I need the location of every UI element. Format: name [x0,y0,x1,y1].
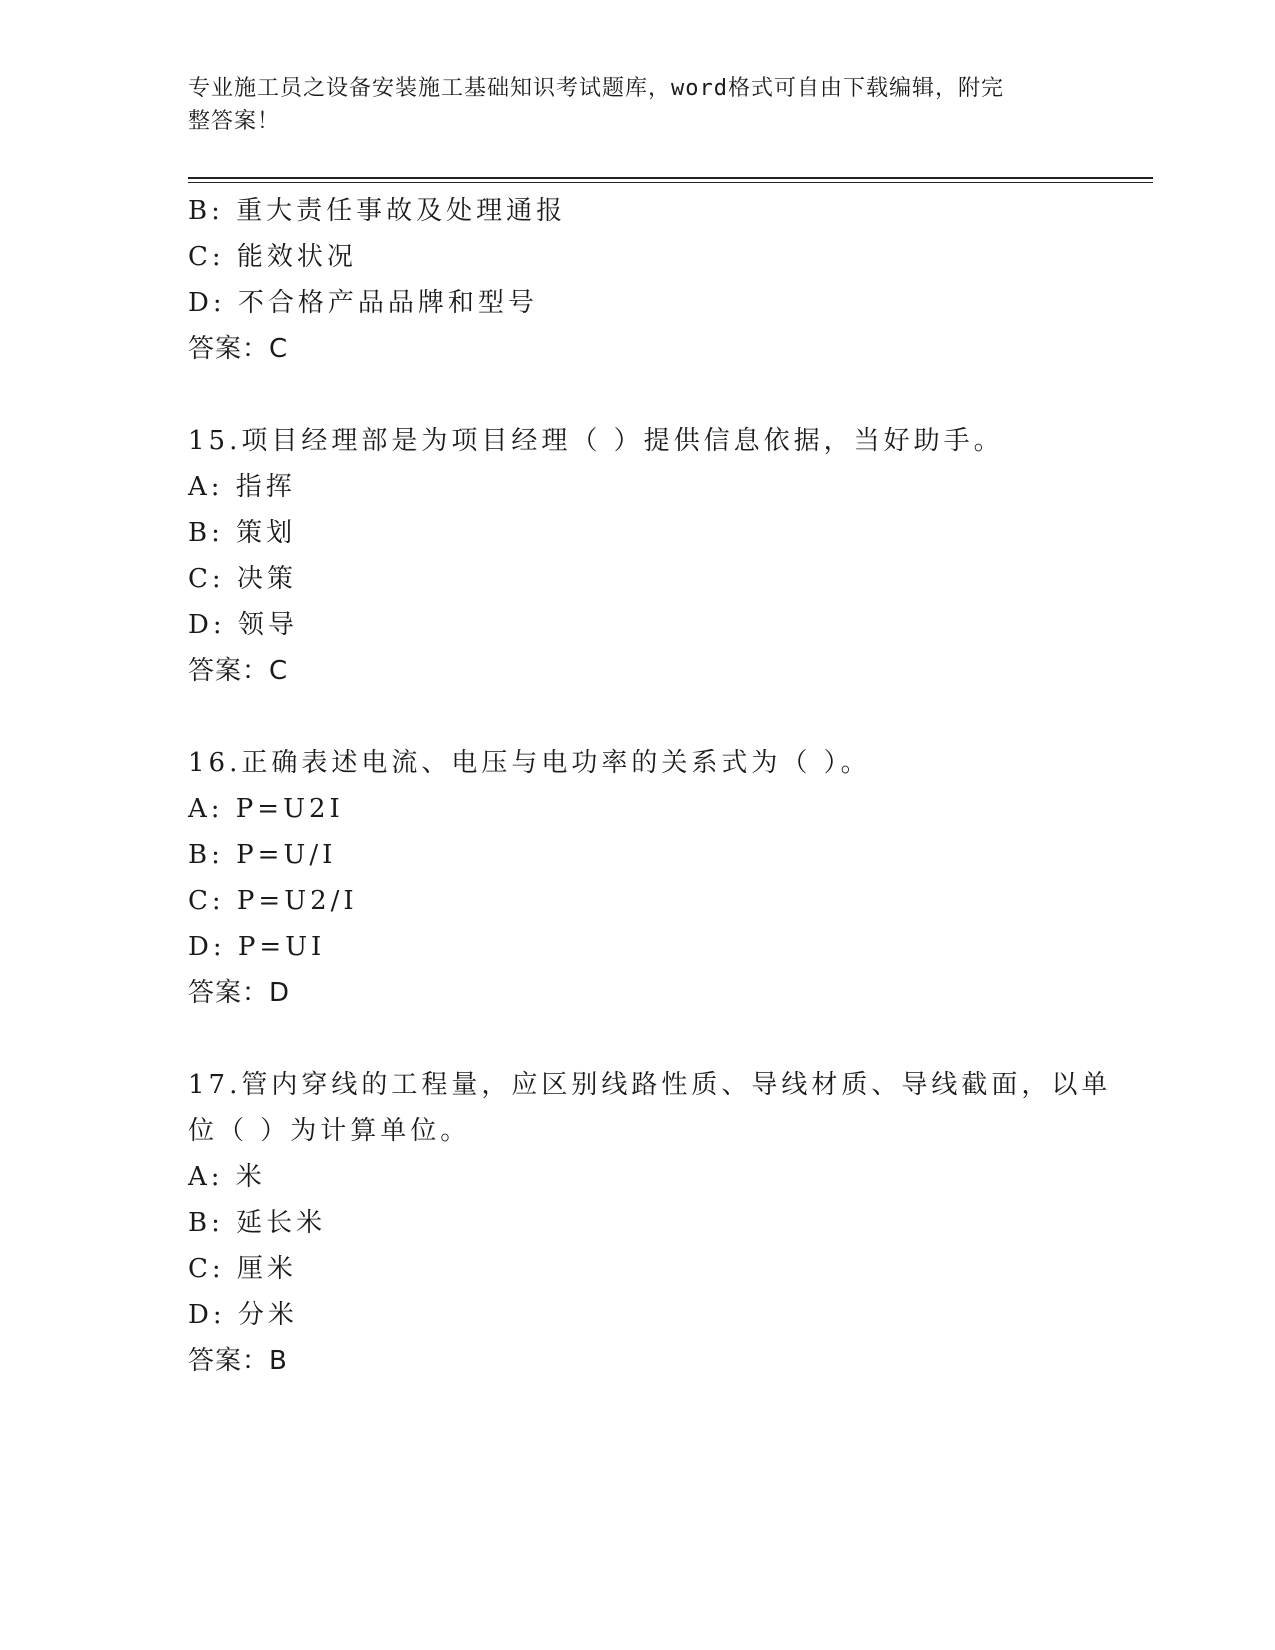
option-c: C: P=U2/I [188,886,358,916]
answer: 答案：C [188,656,289,686]
option-c: C: 能效状况 [188,242,357,272]
question-text: 15.项目经理部是为项目经理（ ）提供信息依据，当好助手。 [188,426,1004,456]
question-text-line-2: 位（ ）为计算单位。 [188,1116,471,1146]
option-b: B: 重大责任事故及处理通报 [188,196,567,226]
option-a: A: 米 [188,1162,266,1192]
option-a: A: 指挥 [188,472,296,502]
question-15 [188,418,1088,694]
option-b: B: 延长米 [188,1208,327,1238]
spacer [188,694,1088,740]
answer: 答案：C [188,334,289,364]
question-17 [188,1062,1112,1384]
option-d: D: 不合格产品品牌和型号 [188,288,538,318]
question-text: 16.正确表述电流、电压与电功率的关系式为（ ）。 [188,748,871,778]
spacer [188,1016,1088,1062]
answer: 答案：D [188,978,291,1008]
option-a: A: P=U2I [188,794,344,824]
header-line-1: 专业施工员之设备安装施工基础知识考试题库，word格式可自由下载编辑，附完 [188,76,1004,101]
header-line-2: 整答案！ [188,109,281,134]
header-divider-thick [188,177,1153,179]
question-text-line-1: 17.管内穿线的工程量，应区别线路性质、导线材质、导线截面，以单 [188,1070,1112,1100]
answer: 答案：B [188,1346,288,1376]
spacer [188,372,1088,418]
question-list [188,188,1112,1384]
option-c: C: 决策 [188,564,297,594]
document-header [188,72,1088,138]
option-c: C: 厘米 [188,1254,297,1284]
question-16 [188,740,1088,1016]
partial-question [188,188,1088,372]
option-d: D: P=UI [188,932,326,962]
option-d: D: 分米 [188,1300,298,1330]
option-d: D: 领导 [188,610,298,640]
header-divider-thin [188,182,1153,183]
option-b: B: 策划 [188,518,297,548]
option-b: B: P=U/I [188,840,337,870]
